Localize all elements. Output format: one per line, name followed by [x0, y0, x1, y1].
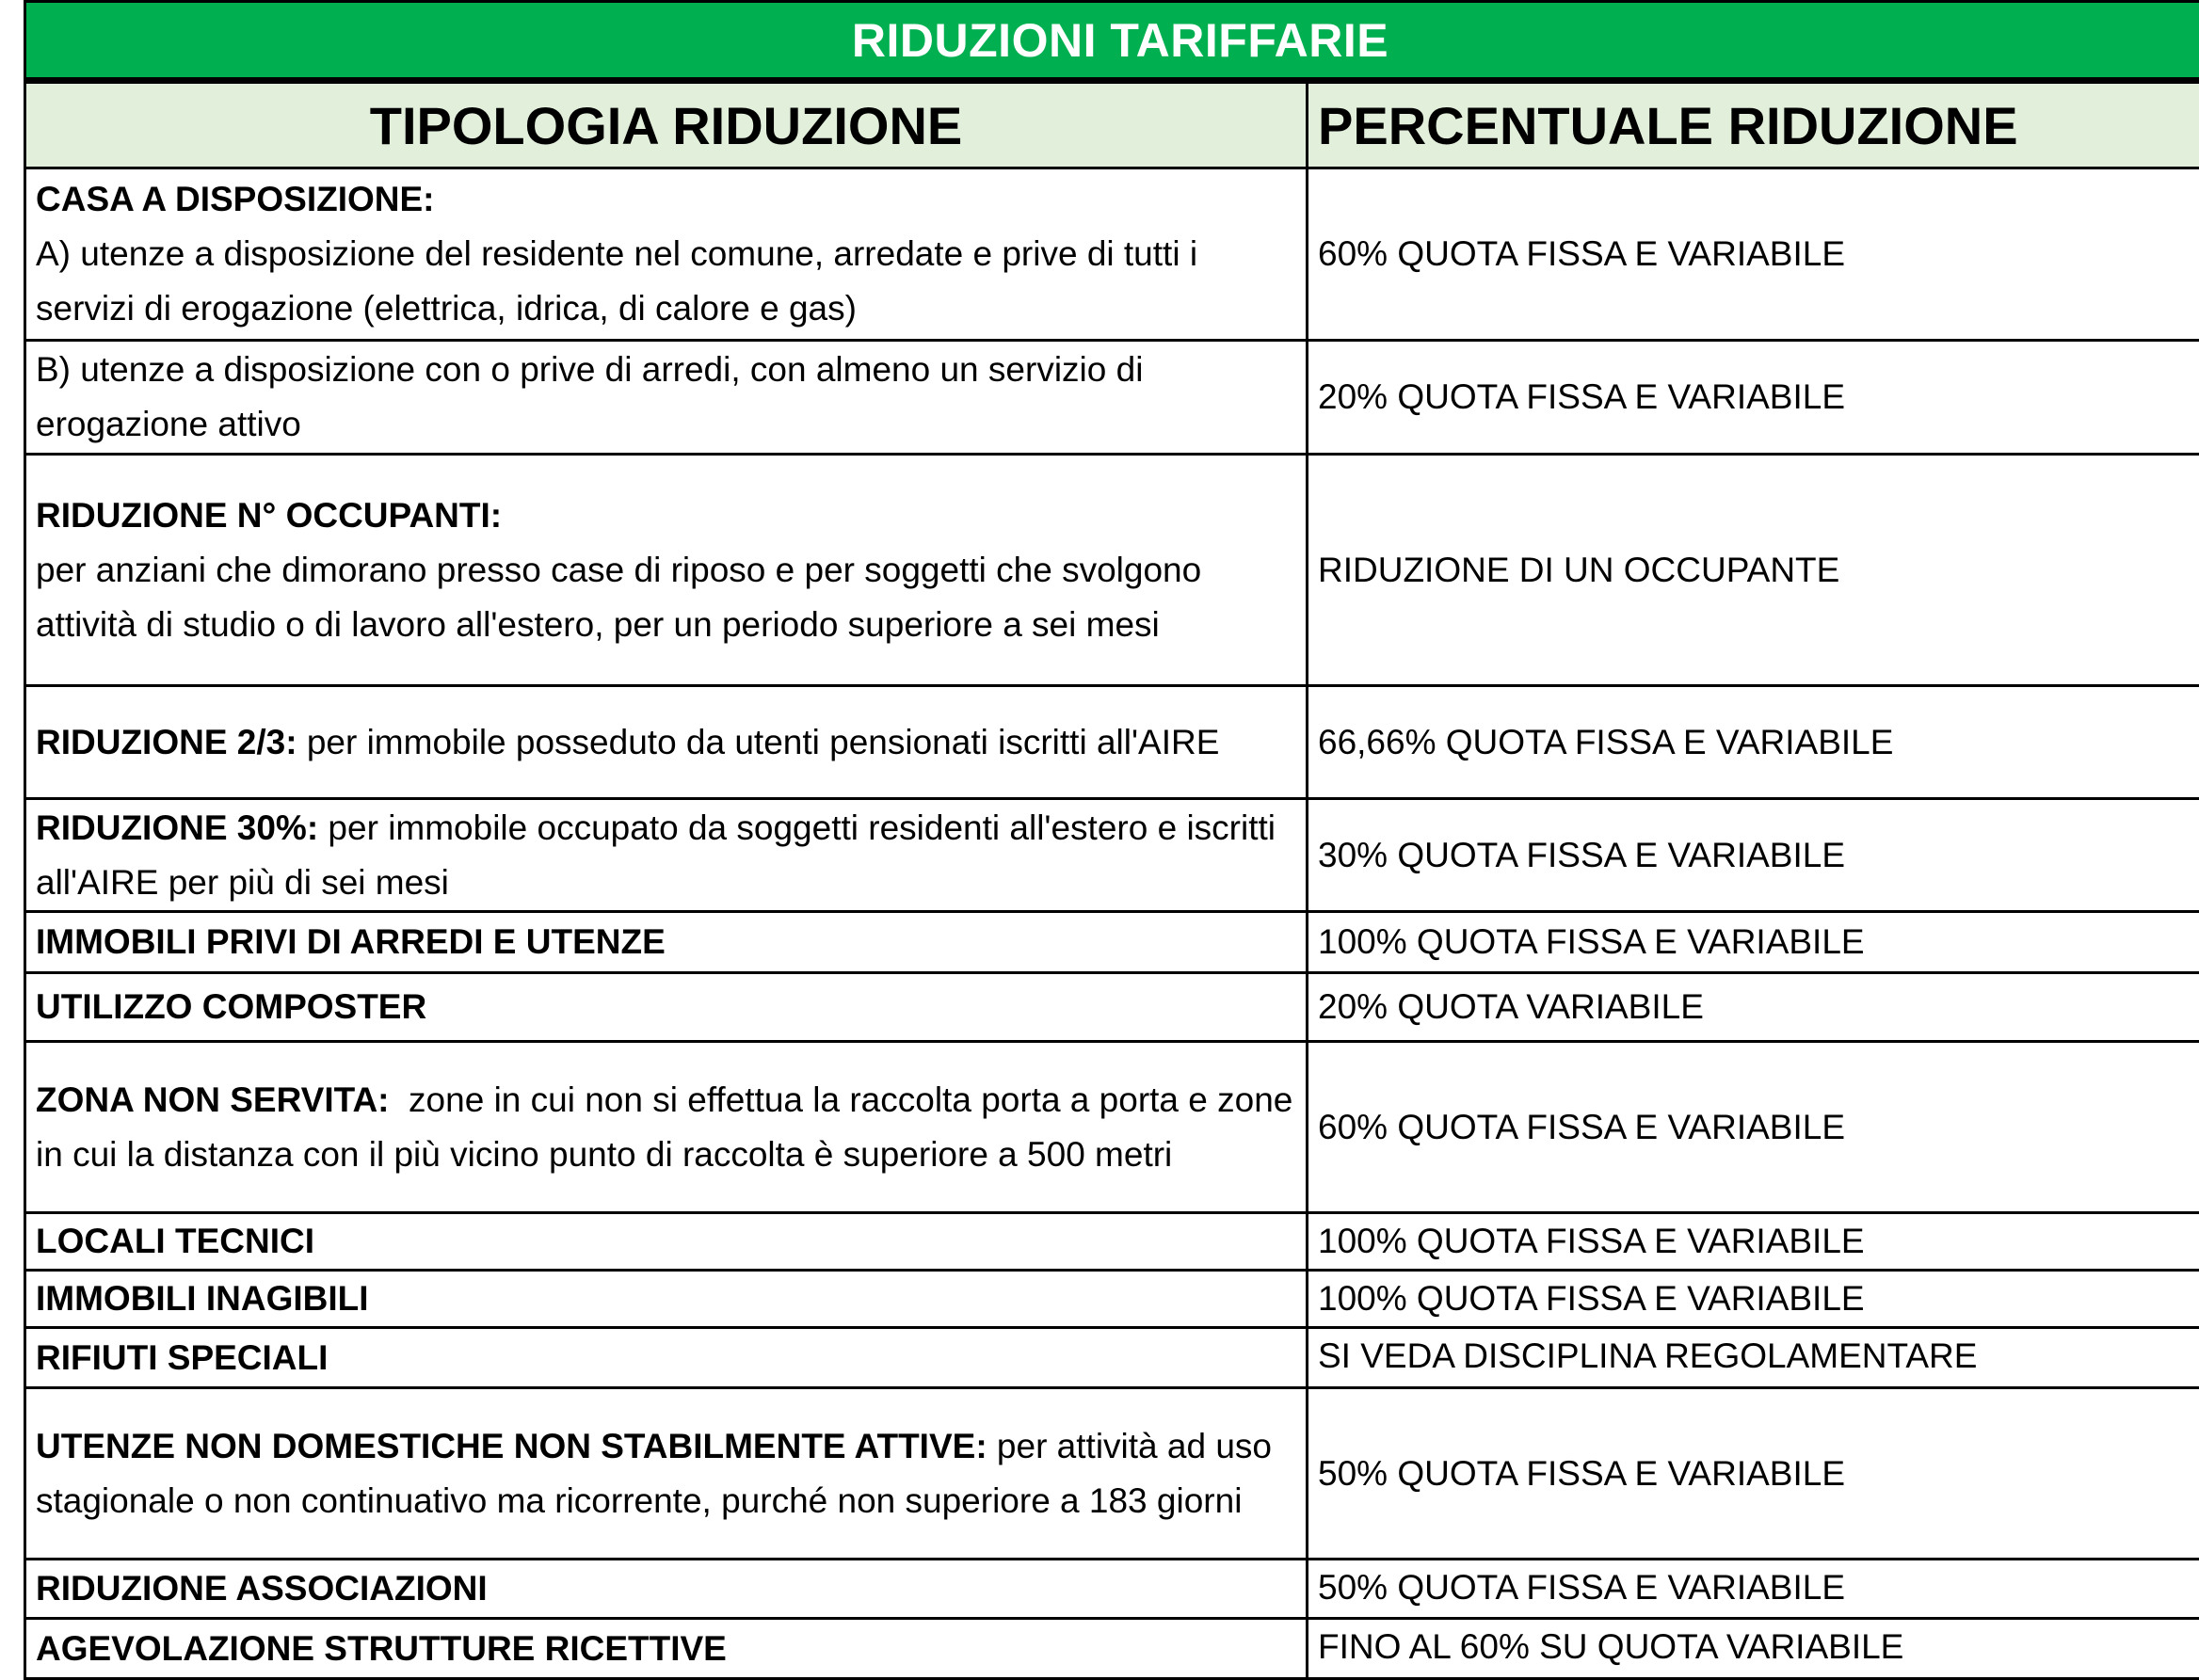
reduction-percentage-cell: 30% QUOTA FISSA E VARIABILE — [1308, 799, 2199, 912]
reduction-description: per attività ad uso stagionale o non continuativo ma ricorrente, purché non superiore a 183 giorni — [36, 1427, 1281, 1520]
reduction-percentage-cell: FINO AL 60% SU QUOTA VARIABILE — [1308, 1619, 2199, 1679]
reduction-type-cell — [25, 1388, 1308, 1560]
table-row — [25, 1560, 2199, 1619]
table-row — [25, 341, 2199, 455]
reductions-sheet — [24, 0, 2199, 1680]
reduction-type-cell — [25, 341, 1308, 455]
reduction-label: UTENZE NON DOMESTICHE NON STABILMENTE ATTIVE: — [36, 1427, 987, 1465]
reduction-label: CASA A DISPOSIZIONE: — [36, 180, 434, 218]
table-row — [25, 1213, 2199, 1271]
table-row — [25, 1388, 2199, 1560]
reduction-percentage-cell: 100% QUOTA FISSA E VARIABILE — [1308, 1213, 2199, 1271]
reduction-description: per immobile occupato da soggetti residenti all'estero e iscritti all'AIRE per più di sei mesi — [36, 808, 1285, 902]
reduction-label: RIDUZIONE ASSOCIAZIONI — [36, 1569, 488, 1608]
reduction-description: zone in cui non si effettua la raccolta porta a porta e zone in cui la distanza con il più vicino punto di raccolta è superiore a 500 metri — [36, 1080, 1303, 1174]
table-row — [25, 973, 2199, 1042]
reduction-type-cell — [25, 1271, 1308, 1328]
column-header-type: TIPOLOGIA RIDUZIONE — [25, 83, 1308, 168]
reduction-type-cell — [25, 1328, 1308, 1388]
table-row — [25, 1619, 2199, 1679]
header-row — [25, 83, 2199, 168]
reduction-percentage-cell: 50% QUOTA FISSA E VARIABILE — [1308, 1388, 2199, 1560]
reduction-type-cell — [25, 168, 1308, 341]
reduction-label: IMMOBILI PRIVI DI ARREDI E UTENZE — [36, 922, 666, 961]
reductions-table — [24, 81, 2199, 1680]
table-row — [25, 799, 2199, 912]
reduction-label: IMMOBILI INAGIBILI — [36, 1279, 369, 1318]
reduction-label: RIDUZIONE 30%: — [36, 808, 318, 847]
reduction-label: RIDUZIONE N° OCCUPANTI: — [36, 496, 502, 535]
reduction-percentage-cell: 50% QUOTA FISSA E VARIABILE — [1308, 1560, 2199, 1619]
reduction-type-cell — [25, 1213, 1308, 1271]
table-row — [25, 912, 2199, 973]
reduction-label: RIDUZIONE 2/3: — [36, 723, 297, 761]
table-row — [25, 168, 2199, 341]
reduction-label: UTILIZZO COMPOSTER — [36, 987, 426, 1026]
reduction-percentage-cell: 20% QUOTA VARIABILE — [1308, 973, 2199, 1042]
reduction-percentage-cell: 60% QUOTA FISSA E VARIABILE — [1308, 168, 2199, 341]
table-row — [25, 1328, 2199, 1388]
reduction-description: per immobile posseduto da utenti pensionati iscritti all'AIRE — [297, 723, 1220, 761]
reduction-label: ZONA NON SERVITA: — [36, 1080, 390, 1119]
table-row — [25, 455, 2199, 686]
reduction-percentage-cell: 20% QUOTA FISSA E VARIABILE — [1308, 341, 2199, 455]
reduction-label: AGEVOLAZIONE STRUTTURE RICETTIVE — [36, 1629, 727, 1668]
reduction-description: A) utenze a disposizione del residente nel comune, arredate e prive di tutti i servizi di erogazione (elettrica, idrica, di calore e gas) — [36, 234, 1207, 328]
reduction-percentage-cell: 66,66% QUOTA FISSA E VARIABILE — [1308, 686, 2199, 799]
table-title: RIDUZIONI TARIFFARIE — [24, 0, 2199, 81]
reduction-percentage-cell: 60% QUOTA FISSA E VARIABILE — [1308, 1042, 2199, 1213]
reduction-type-cell — [25, 1619, 1308, 1679]
reduction-percentage-cell: SI VEDA DISCIPLINA REGOLAMENTARE — [1308, 1328, 2199, 1388]
reduction-percentage-cell: 100% QUOTA FISSA E VARIABILE — [1308, 1271, 2199, 1328]
table-row — [25, 686, 2199, 799]
reduction-type-cell — [25, 799, 1308, 912]
table-row — [25, 1271, 2199, 1328]
reduction-type-cell — [25, 1560, 1308, 1619]
reduction-description: B) utenze a disposizione con o prive di arredi, con almeno un servizio di erogazione attivo — [36, 350, 1153, 443]
reduction-type-cell — [25, 455, 1308, 686]
reduction-label: LOCALI TECNICI — [36, 1222, 314, 1260]
reduction-percentage-cell: 100% QUOTA FISSA E VARIABILE — [1308, 912, 2199, 973]
reduction-description: per anziani che dimorano presso case di riposo e per soggetti che svolgono attività di studio o di lavoro all'estero, per un periodo superiore a sei mesi — [36, 551, 1211, 644]
reduction-type-cell — [25, 912, 1308, 973]
reduction-type-cell — [25, 1042, 1308, 1213]
reduction-percentage-cell: RIDUZIONE DI UN OCCUPANTE — [1308, 455, 2199, 686]
reduction-type-cell — [25, 686, 1308, 799]
reduction-type-cell — [25, 973, 1308, 1042]
column-header-percentage: PERCENTUALE RIDUZIONE — [1308, 83, 2199, 168]
reduction-label: RIFIUTI SPECIALI — [36, 1338, 328, 1377]
table-row — [25, 1042, 2199, 1213]
